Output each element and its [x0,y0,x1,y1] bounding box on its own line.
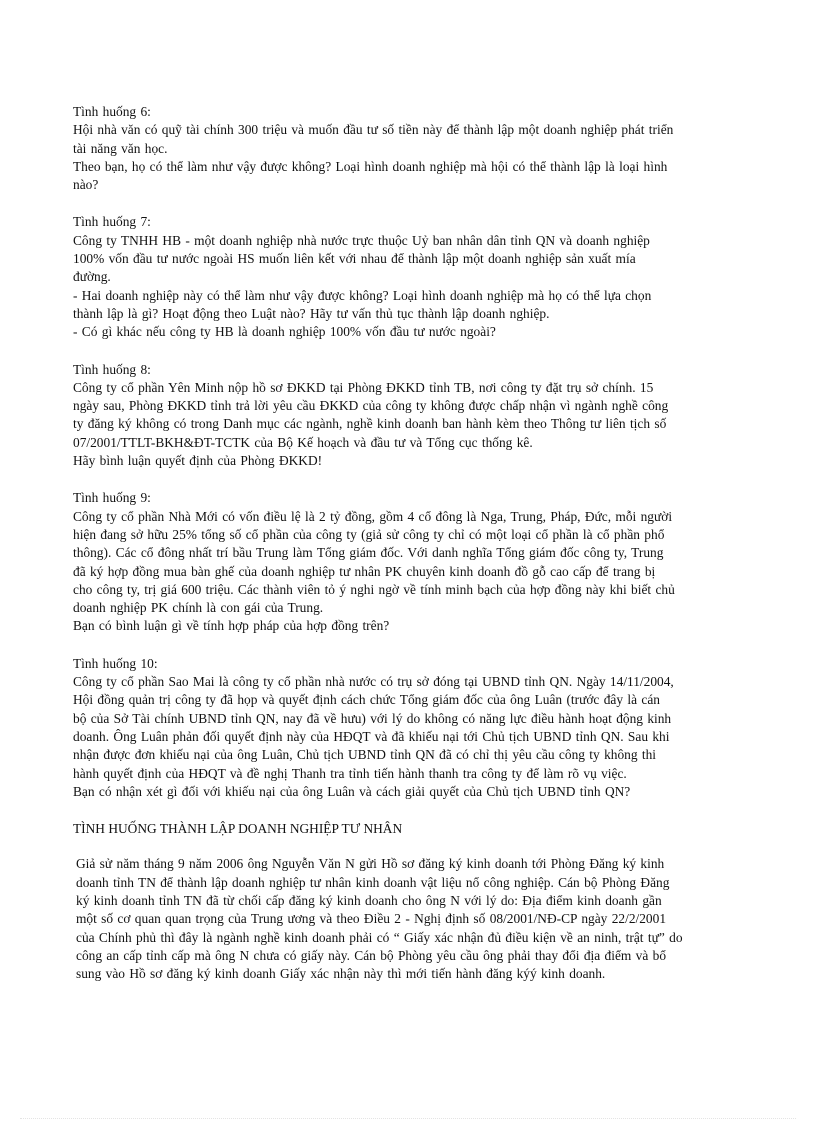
case-text-line: Bạn có nhận xét gì đối với khiếu nại của ông Luân và cách giải quyết của Chủ tịch UBND tỉnh QN? [73,783,631,799]
case-text-line: Công ty cổ phần Sao Mai là công ty cổ phần nhà nước có trụ sở đóng tại UBND tỉnh QN. Ngày 14/11/2004, [73,674,674,690]
case-text-line: 07/2001/TTLT-BKH&ĐT-TCTK của Bộ Kế hoạch và đầu tư và Tổng cục thống kê. [73,434,533,450]
case-text-line: hiện đang sở hữu 25% tổng số cổ phần của công ty (giả sử công ty chỉ có một loại cổ phần là cổ phần phổ [73,526,665,542]
section-text-line: doanh tỉnh TN để thành lập doanh nghiệp tư nhân kinh doanh vật liệu nổ công nghiệp. Cán bộ Phòng Đăng [76,874,670,890]
case-text-line: doanh. Ông Luân phản đối quyết định này của HĐQT và đã khiếu nại tới Chủ tịch UBND tỉnh QN. Sau khi [73,728,670,744]
case-text-line: ngày sau, Phòng ĐKKD tỉnh trả lời yêu cầu ĐKKD của công ty không được chấp nhận vì ngành nghề công [73,398,669,414]
case-text-line: nhận được đơn khiếu nại của ông Luân, Chủ tịch UBND tỉnh QN đã có chỉ thị yêu cầu công ty không thi [73,747,657,763]
case-10 [73,655,773,801]
case-text-line: nào? [73,177,99,193]
case-text-line: Công ty cổ phần Nhà Mới có vốn điều lệ là 2 tỷ đồng, gồm 4 cổ đông là Nga, Trung, Pháp, Đức, mỗi người [73,508,673,524]
case-title: Tình huống 8: [73,361,151,377]
case-text-line: ty đăng ký không có trong Danh mục các ngành, nghề kinh doanh ban hành kèm theo Thông tư liên tịch số [73,416,667,432]
case-title: Tình huống 10: [73,655,158,671]
case-9 [73,489,773,635]
case-6 [73,103,773,194]
case-text-line: cho công ty, trị giá 600 triệu. Các thành viên tỏ ý nghi ngờ về tính minh bạch của hợp đồng này khi biết chủ [73,581,675,597]
case-text-line: Hội đồng quản trị công ty đã họp và quyết định cách chức Tổng giám đốc của ông Luân (trước đây là cán [73,692,660,708]
case-text-line: - Có gì khác nếu công ty HB là doanh nghiệp 100% vốn đầu tư nước ngoài? [73,324,496,340]
section-heading: TÌNH HUỐNG THÀNH LẬP DOANH NGHIỆP TƯ NHÂN [73,821,403,837]
case-text-line: - Hai doanh nghiệp này có thể làm như vậy được không? Loại hình doanh nghiệp mà họ có thể lựa chọn [73,287,652,303]
section-text-line: công an cấp tỉnh cấp mà ông N chưa có giấy này. Cán bộ Phòng yêu cầu ông phải thay đổi địa điểm và bổ [76,947,667,963]
case-text-line: thông). Các cổ đông nhất trí bầu Trung làm Tổng giám đốc. Với danh nghĩa Tổng giám đốc công ty, Trung [73,545,664,561]
section-text-line: của Chính phủ thì đây là ngành nghề kinh doanh phải có “ Giấy xác nhận đủ điều kiện về an ninh, trật tự” do [76,929,683,945]
case-text-line: tài năng văn học. [73,140,168,156]
case-text-line: Công ty TNHH HB - một doanh nghiệp nhà nước trực thuộc Uỷ ban nhân dân tỉnh QN và doanh nghiệp [73,232,650,248]
case-text-line: doanh nghiệp PK chính là con gái của Trung. [73,600,324,616]
section-text-line: một số cơ quan quan trọng của Trung ương và theo Điều 2 - Nghị định số 08/2001/NĐ-CP ngày 22/2/2001 [76,911,667,927]
case-8 [73,361,773,471]
case-text-line: Bạn có bình luận gì về tính hợp pháp của hợp đồng trên? [73,618,390,634]
case-text-line: Hội nhà văn có quỹ tài chính 300 triệu và muốn đầu tư số tiền này để thành lập một doanh nghiệp phát triển [73,122,674,138]
section-text-line: sung vào Hồ sơ đăng ký kinh doanh Giấy xác nhận này thì mới tiến hành đăng kýý kinh doanh. [76,966,606,982]
case-text-line: thành lập là gì? Hoạt động theo Luật nào? Hãy tư vấn thủ tục thành lập doanh nghiệp. [73,305,550,321]
case-title: Tình huống 7: [73,214,151,230]
section-text-line: Giả sử năm tháng 9 năm 2006 ông Nguyễn Văn N gửi Hồ sơ đăng ký kinh doanh tới Phòng Đăng ký kinh [76,856,665,872]
case-text-line: 100% vốn đầu tư nước ngoài HS muốn liên kết với nhau để thành lập một doanh nghiệp sản xuất mía [73,251,636,267]
case-title: Tình huống 6: [73,104,151,119]
case-text-line: Công ty cổ phần Yên Minh nộp hồ sơ ĐKKD tại Phòng ĐKKD tỉnh TB, nơi công ty đặt trụ sở chính. 15 [73,379,654,395]
case-text-line: Hãy bình luận quyết định của Phòng ĐKKD! [73,453,323,469]
private-enterprise-case [73,855,773,983]
case-text-line: hành quyết định của HĐQT và đề nghị Thanh tra tỉnh tiến hành thanh tra công ty để làm rõ vụ việc. [73,765,627,781]
case-text-line: đường. [73,269,111,285]
case-text-line: Theo bạn, họ có thể làm như vậy được không? Loại hình doanh nghiệp mà hội có thể thành lập là loại hình [73,158,668,174]
page-bottom-divider [20,1118,796,1119]
section-text-line: ký kinh doanh tỉnh TN đã từ chối cấp đăng ký kinh doanh cho ông N với lý do: Địa điểm kinh doanh gần [76,892,662,908]
case-title: Tình huống 9: [73,490,151,506]
document-page [73,103,773,1002]
case-7 [73,213,773,341]
case-text-line: bộ của Sở Tài chính UBND tỉnh QN, nay đã về hưu) với lý do không có năng lực điều hành hoạt động kinh [73,710,672,726]
case-text-line: đã ký hợp đồng mua bàn ghế của doanh nghiệp tư nhân PK chuyên kinh doanh đồ gỗ cao cấp để trang bị [73,563,656,579]
